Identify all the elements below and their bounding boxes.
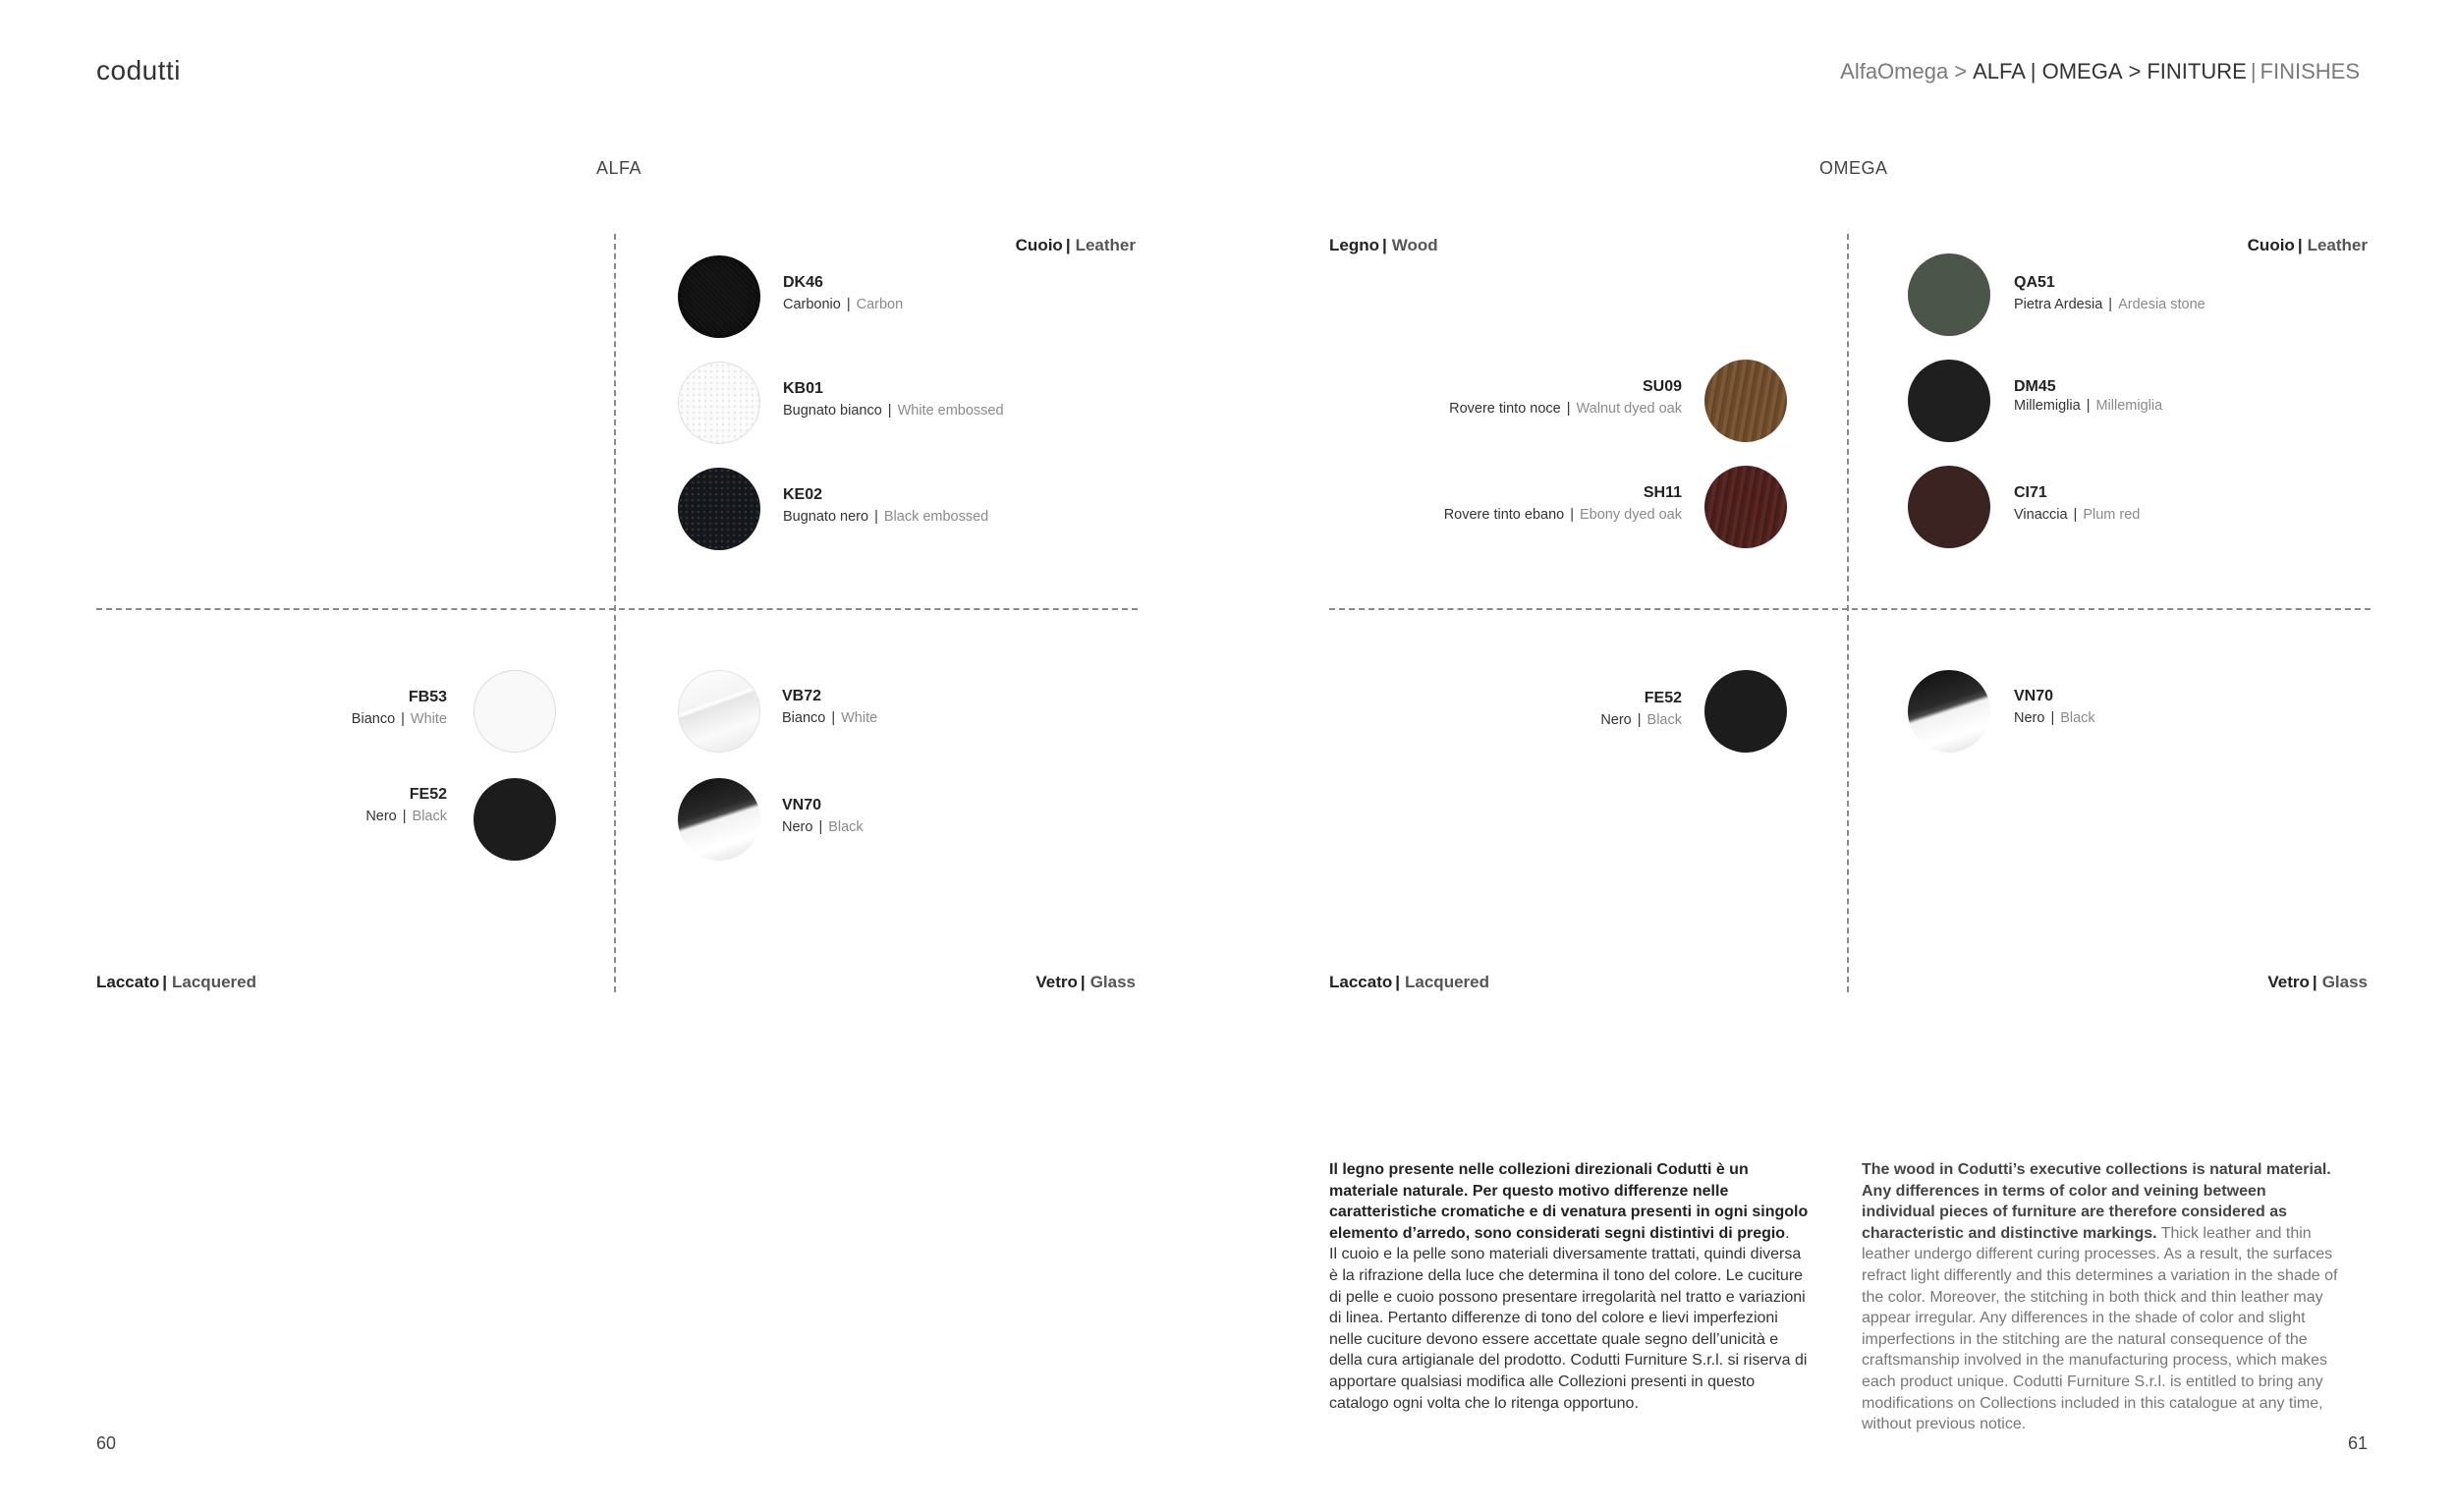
swatch-fe52-black[interactable] [1704, 670, 1787, 753]
finish-label-kb01: KB01 Bugnato bianco | White embossed [783, 380, 1004, 419]
swatch-ci71-plum-red[interactable] [1908, 466, 1990, 548]
omega-title: OMEGA [1819, 158, 1888, 178]
swatch-vn70-black-glass[interactable] [678, 778, 760, 861]
finish-label-vn70: VN70 Nero | Black [782, 797, 864, 835]
finish-label-fb53: FB53 Bianco | White [351, 689, 447, 727]
notes-italian: Il legno presente nelle collezioni direzionali Codutti è un materiale naturale. Per questo motivo differenze nelle caratteristiche cromatiche e di venatura presenti in ogni singolo elemento d’arredo, sono considerati segni distintivi di pregio. Il cuoio e la pelle sono materiali diversamente trattati, quindi diversa è la rifrazione della luce che determina il tono del colore. Le cuciture di pelle e cuoio possono presentare irregolarità nel tratto e variazioni di linea. Pertanto differenze di tono del colore e lievi imperfezioni nelle cuciture devono essere accettate quale segno dell’unicità e della cura artigianale del prodotto. Codutti Furniture S.r.l. si riserva di apportare qualsiasi modifica alle Collezioni presenti in questo catalogo ogni volta che lo ritenga opportuno. [1329, 1161, 1809, 1412]
omega-category-lacquered: Laccato | Lacquered [1329, 973, 1489, 991]
finish-label-sh11: SH11 Rovere tinto ebano | Ebony dyed oak [1443, 484, 1682, 523]
omega-category-leather: Cuoio | Leather [2247, 236, 2368, 254]
swatch-su09-walnut-dyed-oak[interactable] [1704, 360, 1787, 442]
alfa-title: ALFA [596, 158, 642, 178]
alfa-vertical-divider [614, 234, 616, 992]
finish-label-fe52: FE52 Nero | Black [365, 786, 447, 824]
page-number-left: 60 [96, 1433, 117, 1453]
breadcrumb-section-en: FINISHES [2260, 59, 2360, 84]
codutti-logo: codutti [96, 55, 181, 85]
swatch-sh11-ebony-dyed-oak[interactable] [1704, 466, 1787, 548]
omega-category-glass: Vetro | Glass [2267, 973, 2368, 991]
omega-horizontal-divider [1329, 608, 2371, 610]
swatch-kb01-white-embossed[interactable] [678, 362, 760, 444]
breadcrumb-root[interactable]: AlfaOmega [1840, 59, 1949, 84]
swatch-qa51-ardesia-stone[interactable] [1908, 253, 1990, 336]
finish-label-ci71: CI71 Vinaccia | Plum red [2014, 484, 2141, 523]
swatch-ke02-black-embossed[interactable] [678, 468, 760, 550]
breadcrumb-section-it: FINITURE [2147, 59, 2247, 84]
finish-label-vn70-omega: VN70 Nero | Black [2014, 688, 2095, 726]
alfa-category-leather: Cuoio | Leather [1015, 236, 1136, 254]
breadcrumb-separator: > [2128, 59, 2142, 84]
breadcrumb-divider: | [2250, 59, 2257, 84]
finish-label-qa51: QA51 Pietra Ardesia | Ardesia stone [2014, 274, 2205, 312]
swatch-vn70-black-glass[interactable] [1908, 670, 1990, 753]
alfa-category-lacquered: Laccato | Lacquered [96, 973, 256, 991]
breadcrumb-separator: > [1954, 59, 1968, 84]
swatch-dm45-millemiglia[interactable] [1908, 360, 1990, 442]
finish-label-dk46: DK46 Carbonio | Carbon [783, 274, 904, 312]
breadcrumb [1840, 59, 2360, 84]
finish-label-dm45: DM45 Millemiglia | Millemiglia [2014, 378, 2163, 414]
alfa-category-glass: Vetro | Glass [1035, 973, 1136, 991]
omega-category-wood: Legno | Wood [1329, 236, 1438, 254]
swatch-fb53-white[interactable] [474, 670, 556, 753]
swatch-vb72-white-glass[interactable] [678, 670, 760, 753]
page-number-right: 61 [2347, 1433, 2368, 1453]
notes-english: The wood in Codutti’s executive collections is natural material. Any differences in terms of color and veining between individual pieces of furniture are therefore considered as characteristic and distinctive markings. Thick leather and thin leather undergo different curing processes. As a result, the surfaces refract light differently and this determines a variation in the shade of the color. Moreover, the stitching in both thick and thin leather may appear irregular. Any differences in the shade of color and slight imperfections in the stitching are the natural consequence of the craftsmanship involved in the manufacturing process, which makes each product unique. Codutti Furniture S.r.l. is entitled to bring any modifications on Collections included in this catalogue at any time, without previous notice. [1862, 1161, 2338, 1433]
finish-label-ke02: KE02 Bugnato nero | Black embossed [783, 486, 989, 525]
omega-vertical-divider [1847, 234, 1849, 992]
breadcrumb-collection[interactable]: ALFA | OMEGA [1973, 59, 2123, 84]
finish-label-su09: SU09 Rovere tinto noce | Walnut dyed oak [1449, 378, 1682, 417]
swatch-fe52-black[interactable] [474, 778, 556, 861]
finish-label-fe52-omega: FE52 Nero | Black [1600, 690, 1682, 728]
swatch-dk46-carbon[interactable] [678, 255, 760, 338]
alfa-horizontal-divider [96, 608, 1138, 610]
finish-label-vb72: VB72 Bianco | White [782, 688, 878, 726]
